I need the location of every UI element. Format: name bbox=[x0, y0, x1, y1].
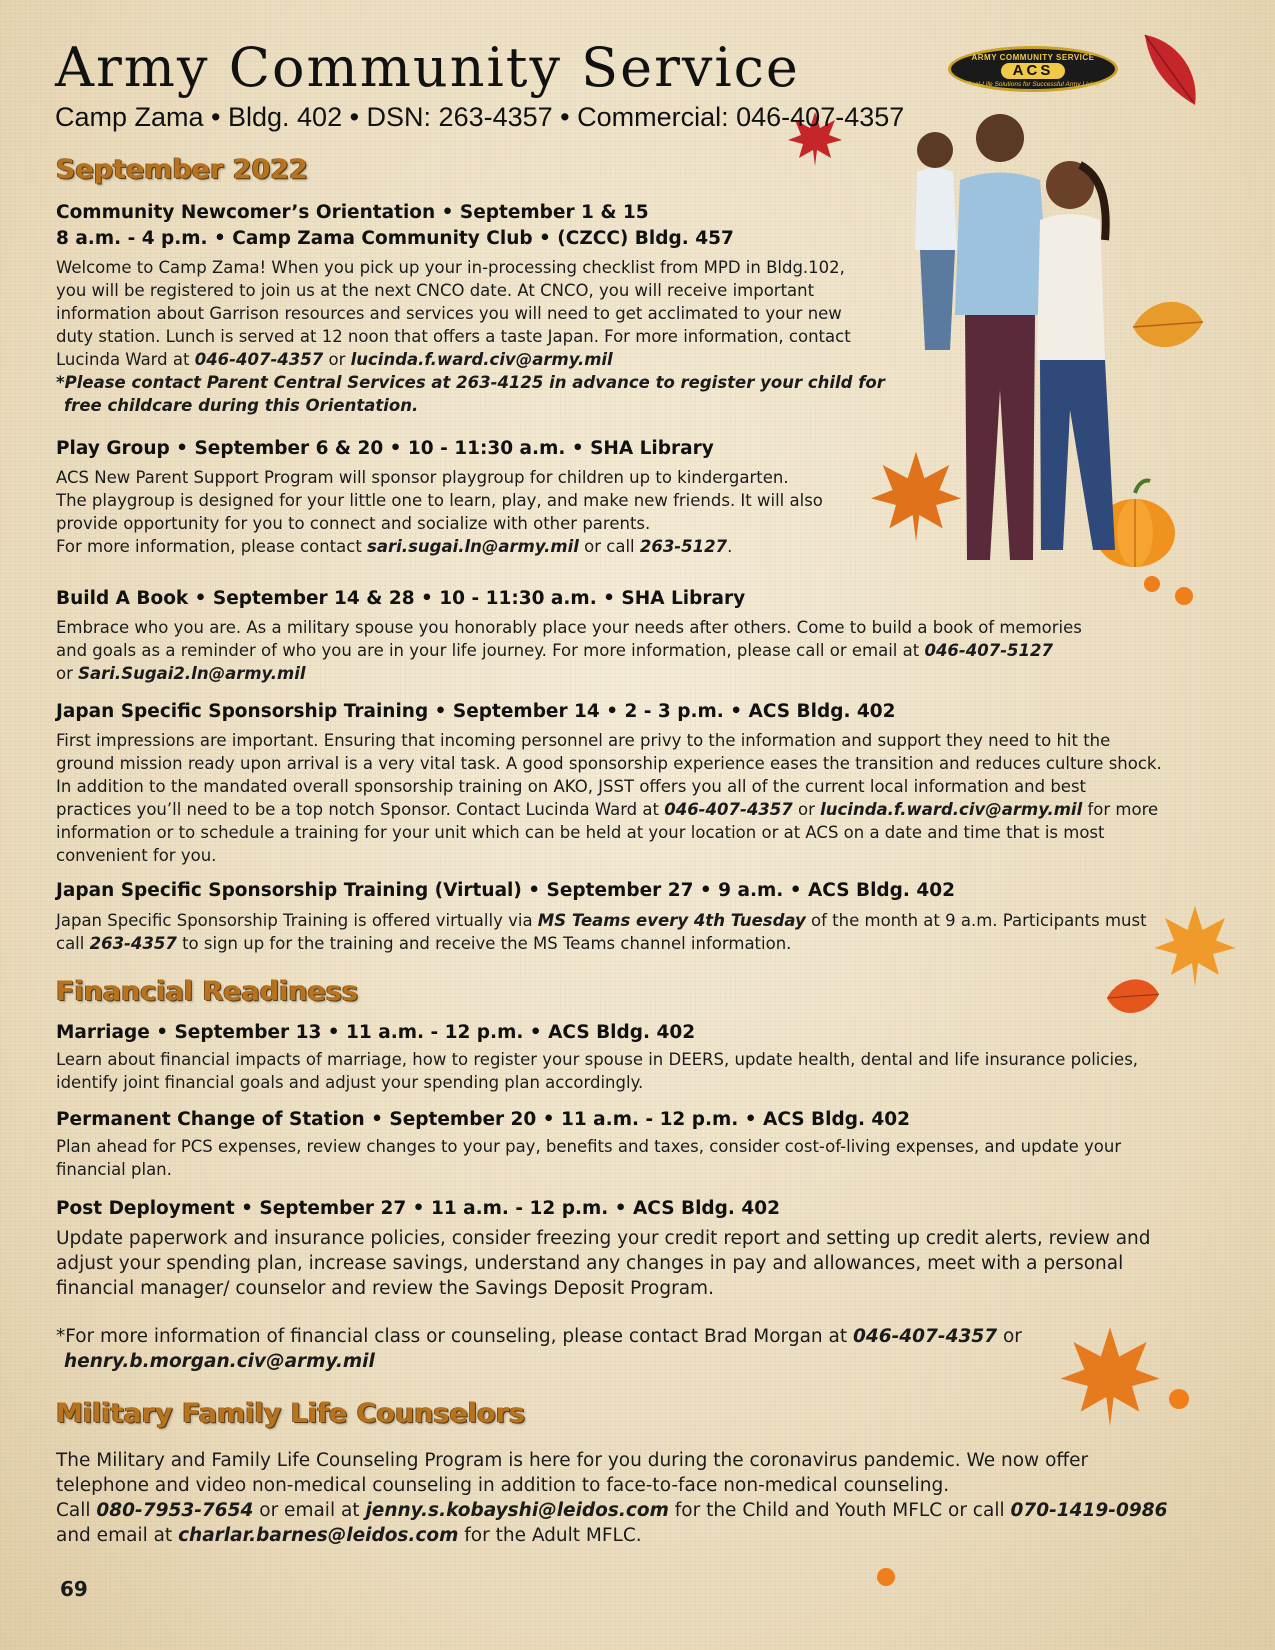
berry-icon bbox=[1166, 1386, 1192, 1412]
orange-leaf-icon bbox=[1100, 972, 1166, 1024]
text-line: you will be registered to join us at the next CNCO date. At CNCO, you will receive important bbox=[56, 281, 815, 300]
childcare-note: *Please contact Parent Central Services at 263-4125 in advance to register your child for bbox=[56, 373, 885, 392]
phone-link[interactable]: 046-407-4357 bbox=[664, 800, 793, 819]
event-title-build-a-book: Build A Book • September 14 & 28 • 10 - 11:30 a.m. • SHA Library bbox=[56, 588, 746, 609]
berry-icon bbox=[1172, 584, 1196, 608]
text-segment: *For more information of financial class or counseling, please contact Brad Morgan at bbox=[56, 1326, 853, 1347]
text-line: provide opportunity for you to connect and socialize with other parents. bbox=[56, 514, 651, 533]
text-line: ground mission ready upon arrival is a very vital task. A good sponsorship experience eases the transition and reduces culture shock. bbox=[56, 754, 1162, 773]
acs-logo bbox=[948, 46, 1118, 92]
text-line bbox=[56, 798, 1236, 821]
mflc-description bbox=[56, 1448, 1236, 1548]
email-link[interactable]: lucinda.f.ward.civ@army.mil bbox=[350, 350, 613, 369]
childcare-note: free childcare during this Orientation. bbox=[64, 396, 419, 415]
text-line: duty station. Lunch is served at 12 noon that offers a taste Japan. For more information, contact bbox=[56, 327, 851, 346]
text-line: First impressions are important. Ensuring that incoming personnel are privy to the information and support they need to hit the bbox=[56, 731, 1111, 750]
event-description bbox=[56, 909, 1176, 955]
text-segment: of the month at 9 a.m. Participants must bbox=[805, 911, 1147, 930]
text-segment: . bbox=[727, 537, 733, 556]
text-line: Plan ahead for PCS expenses, review changes to your pay, benefits and taxes, consider cost-of-living expenses, and update your bbox=[56, 1137, 1122, 1156]
email-link[interactable]: jenny.s.kobayshi@leidos.com bbox=[365, 1500, 669, 1521]
text-line: Update paperwork and insurance policies, consider freezing your credit report and setting up credit alerts, review and bbox=[56, 1228, 1151, 1249]
logo-acs-text: ACS bbox=[1001, 63, 1066, 79]
section-heading-mflc: Military Family Life Counselors bbox=[56, 1398, 526, 1429]
text-segment: for the Adult MFLC. bbox=[458, 1525, 642, 1546]
event-description bbox=[56, 1226, 1236, 1301]
text-segment: practices you’ll need to be a top notch Sponsor. Contact Lucinda Ward at bbox=[56, 800, 665, 819]
phone-link[interactable]: 046-407-4357 bbox=[194, 350, 324, 369]
family-photo bbox=[865, 110, 1155, 590]
event-title-jsst-virtual: Japan Specific Sponsorship Training (Virtual) • September 27 • 9 a.m. • ACS Bldg. 402 bbox=[56, 880, 955, 901]
logo-tagline: Real-Life Solutions for Successful Army Living bbox=[966, 81, 1100, 88]
event-description bbox=[56, 729, 1236, 867]
text-line bbox=[56, 662, 1196, 685]
section-heading-financial: Financial Readiness bbox=[56, 976, 359, 1007]
text-line: The playgroup is designed for your little one to learn, play, and make new friends. It will also bbox=[56, 491, 823, 510]
text-segment: and email at bbox=[56, 1525, 179, 1546]
text-segment: For more information, please contact bbox=[56, 537, 368, 556]
text-line bbox=[56, 1498, 1236, 1523]
text-line: Welcome to Camp Zama! When you pick up your in-processing checklist from MPD in Bldg.102, bbox=[56, 258, 845, 277]
text-segment: call bbox=[56, 934, 90, 953]
text-segment: for the Child and Youth MFLC or call bbox=[668, 1500, 1011, 1521]
logo-top-text: ARMY COMMUNITY SERVICE bbox=[971, 53, 1095, 62]
maple-leaf-icon bbox=[1050, 1320, 1170, 1430]
page-number: 69 bbox=[60, 1577, 88, 1601]
text-line: identify joint financial goals and adjust your spending plan accordingly. bbox=[56, 1073, 644, 1092]
event-title-post-deployment: Post Deployment • September 27 • 11 a.m. - 12 p.m. • ACS Bldg. 402 bbox=[56, 1198, 780, 1219]
text-line bbox=[56, 932, 1176, 955]
text-line bbox=[56, 639, 1196, 662]
text-line: adjust your spending plan, increase savings, understand any changes in pay and allowances, meet with a personal bbox=[56, 1253, 1124, 1274]
text-segment: for more bbox=[1082, 800, 1159, 819]
text-line bbox=[56, 1523, 1236, 1548]
text-line: ACS New Parent Support Program will sponsor playgroup for children up to kindergarten. bbox=[56, 468, 789, 487]
text-segment: Lucinda Ward at bbox=[56, 350, 195, 369]
event-description bbox=[56, 256, 896, 417]
text-segment: or bbox=[997, 1326, 1022, 1347]
phone-link[interactable]: 263-5127 bbox=[639, 537, 728, 556]
event-title-jsst: Japan Specific Sponsorship Training • September 14 • 2 - 3 p.m. • ACS Bldg. 402 bbox=[56, 701, 896, 722]
email-link[interactable]: henry.b.morgan.civ@army.mil bbox=[64, 1351, 375, 1372]
text-segment: or bbox=[323, 350, 351, 369]
text-line: financial manager/ counselor and review the Savings Deposit Program. bbox=[56, 1278, 714, 1299]
phone-link[interactable]: 046-407-5127 bbox=[924, 641, 1053, 660]
event-title-marriage: Marriage • September 13 • 11 a.m. - 12 p.m. • ACS Bldg. 402 bbox=[56, 1022, 696, 1043]
email-link[interactable]: lucinda.f.ward.civ@army.mil bbox=[820, 800, 1083, 819]
text-line: information or to schedule a training for your unit which can be held at your location or at ACS on a date and time that is most bbox=[56, 823, 1105, 842]
text-segment: Japan Specific Sponsorship Training is offered virtually via bbox=[56, 911, 538, 930]
event-description bbox=[56, 1048, 1236, 1094]
text-line: Embrace who you are. As a military spouse you honorably place your needs after others. Come to build a book of memories bbox=[56, 618, 1082, 637]
text-line: information about Garrison resources and services you will need to get acclimated to your new bbox=[56, 304, 842, 323]
text-line: telephone and video non-medical counseling in addition to face-to-face non-medical counseling. bbox=[56, 1475, 950, 1496]
text-line bbox=[56, 909, 1176, 932]
text-segment: or bbox=[56, 664, 79, 683]
text-segment: and goals as a reminder of who you are in your life journey. For more information, please call or email at bbox=[56, 641, 925, 660]
berry-icon bbox=[874, 1565, 898, 1589]
text-segment: Call bbox=[56, 1500, 97, 1521]
text-line: In addition to the mandated overall sponsorship training on AKO, JSST offers you all of the current local information and best bbox=[56, 777, 1087, 796]
event-time-location: 8 a.m. - 4 p.m. • Camp Zama Community Club • (CZCC) Bldg. 457 bbox=[56, 228, 734, 249]
event-title-pcs: Permanent Change of Station • September 20 • 11 a.m. - 12 p.m. • ACS Bldg. 402 bbox=[56, 1109, 911, 1130]
event-description bbox=[56, 1135, 1236, 1181]
email-link[interactable]: sari.sugai.ln@army.mil bbox=[367, 537, 579, 556]
text-segment: to sign up for the training and receive the MS Teams channel information. bbox=[176, 934, 792, 953]
event-title-newcomers-orientation: Community Newcomer’s Orientation • September 1 & 15 bbox=[56, 202, 649, 223]
text-line bbox=[56, 1349, 1056, 1374]
phone-link[interactable]: 046-407-4357 bbox=[852, 1326, 998, 1347]
text-line bbox=[56, 348, 896, 371]
text-segment: or email at bbox=[253, 1500, 366, 1521]
text-line: Learn about financial impacts of marriage, how to register your spouse in DEERS, update health, dental and life insurance policies, bbox=[56, 1050, 1139, 1069]
text-line: financial plan. bbox=[56, 1160, 172, 1179]
location-contact-line: Camp Zama • Bldg. 402 • DSN: 263-4357 • Commercial: 046-407-4357 bbox=[55, 102, 905, 132]
falling-leaf-icon bbox=[1135, 30, 1205, 110]
text-line bbox=[56, 535, 876, 558]
text-line: The Military and Family Life Counseling Program is here for you during the coronavirus pandemic. We now offer bbox=[56, 1450, 1089, 1471]
phone-link[interactable]: 263-4357 bbox=[89, 934, 177, 953]
event-description bbox=[56, 616, 1196, 685]
text-line: convenient for you. bbox=[56, 846, 217, 865]
text-segment: MS Teams every 4th Tuesday bbox=[537, 911, 806, 930]
event-description bbox=[56, 466, 876, 558]
text-segment: or call bbox=[578, 537, 640, 556]
text-segment: or bbox=[792, 800, 821, 819]
email-link[interactable]: charlar.barnes@leidos.com bbox=[178, 1525, 459, 1546]
text-line bbox=[56, 1324, 1056, 1349]
page-title: Army Community Service bbox=[55, 36, 800, 99]
email-link[interactable]: Sari.Sugai2.ln@army.mil bbox=[78, 664, 306, 683]
phone-link[interactable]: 080-7953-7654 bbox=[96, 1500, 254, 1521]
phone-link[interactable]: 070-1419-0986 bbox=[1010, 1500, 1168, 1521]
financial-contact-note bbox=[56, 1324, 1056, 1374]
event-title-play-group: Play Group • September 6 & 20 • 10 - 11:30 a.m. • SHA Library bbox=[56, 438, 714, 459]
section-heading-september: September 2022 bbox=[56, 154, 308, 185]
